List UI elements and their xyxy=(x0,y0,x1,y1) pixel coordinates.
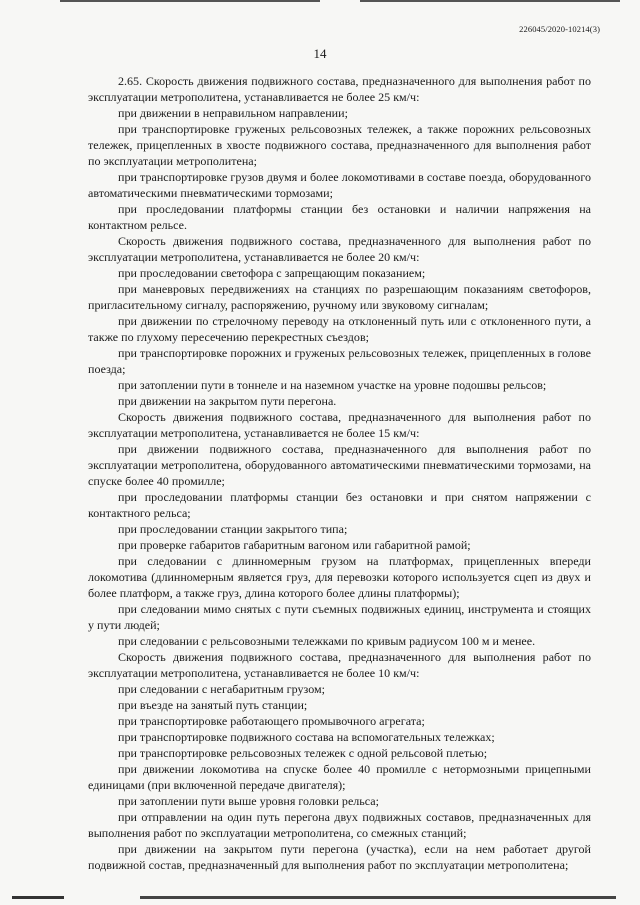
paragraph: при транспортировке работающего промывочного агрегата; xyxy=(118,714,425,728)
document-body xyxy=(88,73,591,873)
bottom-scan-rule xyxy=(12,896,616,899)
paragraph: при проверке габаритов габаритным вагоном или габаритной рамой; xyxy=(118,538,471,552)
paragraph: при транспортировке груженых рельсовозных тележек, а также порожних рельсовозных тележек, прицепленных в хвосте подвижного состава, предназначенного для выполнения работ по эксплуатации метрополитена; xyxy=(88,122,591,168)
paragraph: при транспортировке грузов двумя и более локомотивами в составе поезда, оборудованного автоматическими пневматическими тормозами; xyxy=(88,170,591,200)
paragraph: при движении на закрытом пути перегона. xyxy=(118,394,337,408)
paragraph: при отправлении на один путь перегона двух подвижных составов, предназначенных для выполнения работ по эксплуатации метрополитена, со смежных станций; xyxy=(88,810,591,840)
paragraph: при движении локомотива на спуске более 40 промилле с нетормозными прицепными единицами (при включенной передаче двигателя); xyxy=(88,762,591,792)
paragraph: при маневровых передвижениях на станциях по разрешающим показаниям светофоров, пригласительному сигналу, распоряжению, ручному или звуковому сигналам; xyxy=(88,282,591,312)
paragraph: при затоплении пути в тоннеле и на наземном участке на уровне подошвы рельсов; xyxy=(118,378,547,392)
document-id: 226045/2020-10214(3) xyxy=(519,24,600,34)
paragraph: при следовании с рельсовозными тележками по кривым радиусом 100 м и менее. xyxy=(118,634,536,648)
paragraph: при движении на закрытом пути перегона (участка), если на нем работает другой подвижной состав, предназначенный для выполнения работ по эксплуатации метрополитена; xyxy=(88,842,591,872)
paragraph: при транспортировке подвижного состава на вспомогательных тележках; xyxy=(118,730,495,744)
paragraph: Скорость движения подвижного состава, предназначенного для выполнения работ по эксплуатации метрополитена, устанавливается не более 15 км/ч: xyxy=(88,410,591,440)
paragraph: при транспортировке рельсовозных тележек с одной рельсовой плетью; xyxy=(118,746,488,760)
paragraph: при движении подвижного состава, предназначенного для выполнения работ по эксплуатации метрополитена, оборудованного автоматическими пневматическими тормозами, на спуске более 40 промилле; xyxy=(88,442,591,488)
paragraph: 2.65. Скорость движения подвижного состава, предназначенного для выполнения работ по эксплуатации метрополитена, устанавливается не более 25 км/ч: xyxy=(88,74,591,104)
paragraph: Скорость движения подвижного состава, предназначенного для выполнения работ по эксплуатации метрополитена, устанавливается не более 10 км/ч: xyxy=(88,650,591,680)
paragraph: Скорость движения подвижного состава, предназначенного для выполнения работ по эксплуатации метрополитена, устанавливается не более 20 км/ч: xyxy=(88,234,591,264)
paragraph: при движении по стрелочному переводу на отклоненный путь или с отклоненного пути, а также по глухому пересечению перекрестных съездов; xyxy=(88,314,591,344)
paragraph: при движении в неправильном направлении; xyxy=(118,106,348,120)
paragraph: при въезде на занятый путь станции; xyxy=(118,698,308,712)
paragraph: при следовании с негабаритным грузом; xyxy=(118,682,325,696)
paragraph: при проследовании платформы станции без остановки и при снятом напряжении с контактного рельса; xyxy=(88,490,591,520)
paragraph: при проследовании станции закрытого типа; xyxy=(118,522,348,536)
page-number: 14 xyxy=(313,46,327,61)
paragraph: при затоплении пути выше уровня головки рельса; xyxy=(118,794,379,808)
paragraph: при следовании с длинномерным грузом на платформах, прицепленных впереди локомотива (длинномерным является груз, для перевозки которого используется сцеп из двух и более платформ, а также груз, длина которого более длины платформы); xyxy=(88,554,591,600)
paragraph: при транспортировке порожних и груженых рельсовозных тележек, прицепленных в голове поезда; xyxy=(88,346,591,376)
paragraph: при проследовании светофора с запрещающим показанием; xyxy=(118,266,426,280)
top-scan-rule xyxy=(60,0,620,2)
paragraph: при следовании мимо снятых с пути съемных подвижных единиц, инструмента и стоящих у пути людей; xyxy=(88,602,591,632)
paragraph: при проследовании платформы станции без остановки и наличии напряжения на контактном рельсе. xyxy=(88,202,591,232)
